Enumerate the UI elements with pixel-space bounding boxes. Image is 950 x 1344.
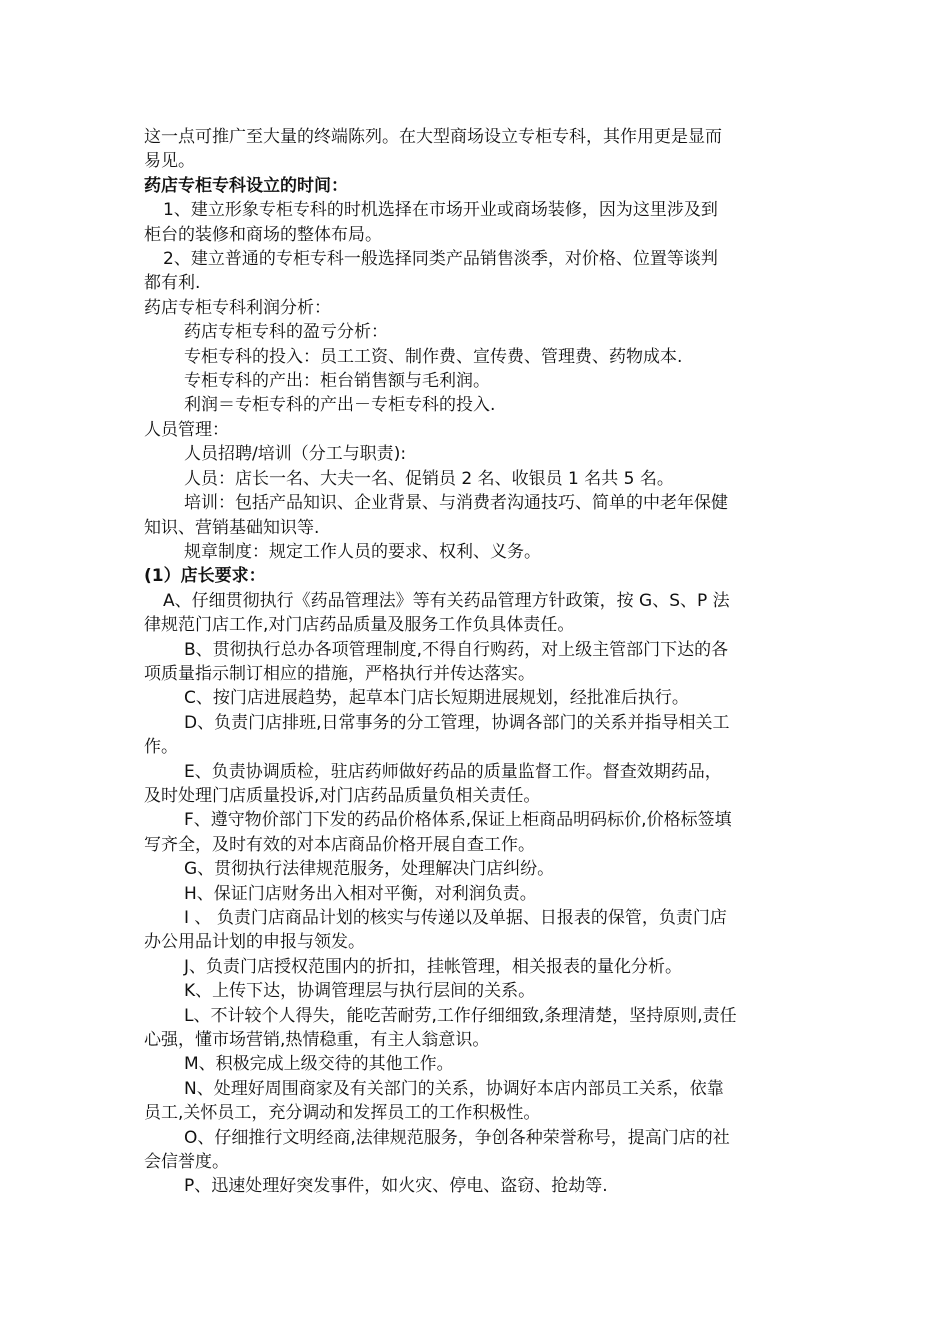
staff-rules: 规章制度：规定工作人员的要求、权利、义务。 bbox=[184, 541, 541, 562]
timing-item-1: 1、建立形象专柜专科的时机选择在市场开业或商场装修，因为这里涉及到 bbox=[163, 200, 718, 221]
requirement-n-cont: 员工,关怀员工，充分调动和发挥员工的工作积极性。 bbox=[144, 1103, 541, 1124]
timing-item-1-cont: 柜台的装修和商场的整体布局。 bbox=[144, 224, 382, 245]
intro-line: 这一点可推广至大量的终端陈列。在大型商场设立专柜专科，其作用更是显而 bbox=[144, 127, 722, 147]
requirement-c: C、按门店进展趋势，起草本门店长短期进展规划，经批准后执行。 bbox=[184, 688, 689, 709]
profit-line: 专柜专科的投入：员工工资、制作费、宣传费、管理费、药物成本. bbox=[184, 346, 683, 367]
timing-item-2: 2、建立普通的专柜专科一般选择同类产品销售淡季，对价格、位置等谈判 bbox=[163, 249, 718, 270]
document-page bbox=[144, 125, 806, 1199]
requirement-b-cont: 项质量指示制订相应的措施，严格执行并传达落实。 bbox=[144, 663, 535, 684]
timing-heading: 药店专柜专科设立的时间： bbox=[144, 175, 348, 196]
requirement-p: P、迅速处理好突发事件，如火灾、停电、盗窃、抢劫等. bbox=[184, 1176, 608, 1197]
staff-people: 人员：店长一名、大夫一名、促销员 2 名、收银员 1 名共 5 名。 bbox=[184, 468, 674, 489]
requirement-k: K、上传下达，协调管理层与执行层间的关系。 bbox=[184, 981, 536, 1002]
requirement-e: E、负责协调质检，驻店药师做好药品的质量监督工作。督查效期药品， bbox=[184, 761, 722, 782]
requirement-f-cont: 写齐全，及时有效的对本店商品价格开展自查工作。 bbox=[144, 834, 535, 855]
staff-training: 培训：包括产品知识、企业背景、与消费者沟通技巧、简单的中老年保健 bbox=[184, 493, 728, 514]
intro-line: 易见。 bbox=[144, 151, 195, 172]
requirement-o-cont: 会信誉度。 bbox=[144, 1152, 229, 1173]
staff-heading: 人员管理： bbox=[144, 419, 229, 440]
requirement-f: F、遵守物价部门下发的药品价格体系,保证上柜商品明码标价,价格标签填 bbox=[184, 810, 732, 831]
requirement-l-cont: 心强，懂市场营销,热情稳重，有主人翁意识。 bbox=[144, 1030, 490, 1051]
timing-item-2-cont: 都有利. bbox=[144, 273, 201, 294]
requirement-j: J、负责门店授权范围内的折扣，挂帐管理，相关报表的量化分析。 bbox=[184, 956, 683, 977]
requirement-d-cont: 作。 bbox=[144, 737, 178, 758]
requirement-m: M、积极完成上级交待的其他工作。 bbox=[184, 1054, 454, 1075]
profit-line: 药店专柜专科的盈亏分析： bbox=[184, 322, 388, 343]
requirement-n: N、处理好周围商家及有关部门的关系，协调好本店内部员工关系，依靠 bbox=[184, 1078, 724, 1099]
requirement-a-cont: 律规范门店工作,对门店药品质量及服务工作负具体责任。 bbox=[144, 615, 575, 636]
requirement-a: A、仔细贯彻执行《药品管理法》等有关药品管理方针政策，按 G、S、P 法 bbox=[163, 590, 730, 611]
requirement-g: G、贯彻执行法律规范服务，处理解决门店纠纷。 bbox=[184, 859, 555, 880]
requirement-d: D、负责门店排班,日常事务的分工管理，协调各部门的关系并指导相关工 bbox=[184, 712, 730, 733]
requirement-o: O、仔细推行文明经商,法律规范服务，争创各种荣誉称号，提高门店的社 bbox=[184, 1127, 730, 1148]
requirement-i: I 、 负责门店商品计划的核实与传递以及单据、日报表的保管，负责门店 bbox=[184, 908, 727, 928]
requirement-e-cont: 及时处理门店质量投诉,对门店药品质量负相关责任。 bbox=[144, 785, 541, 806]
profit-line: 利润＝专柜专科的产出－专柜专科的投入. bbox=[184, 395, 496, 416]
requirement-h: H、保证门店财务出入相对平衡，对利润负责。 bbox=[184, 883, 537, 904]
requirement-i-cont: 办公用品计划的申报与领发。 bbox=[144, 932, 365, 953]
requirement-l: L、不计较个人得失，能吃苦耐劳,工作仔细细致,条理清楚，坚持原则,责任 bbox=[184, 1005, 737, 1026]
staff-recruit: 人员招聘/培训（分工与职责): bbox=[184, 444, 407, 465]
manager-heading: (1）店长要求： bbox=[144, 566, 266, 587]
profit-line: 专柜专科的产出：柜台销售额与毛利润。 bbox=[184, 371, 490, 392]
staff-training-cont: 知识、营销基础知识等. bbox=[144, 517, 320, 538]
profit-heading: 药店专柜专科利润分析： bbox=[144, 297, 331, 318]
requirement-b: B、贯彻执行总办各项管理制度,不得自行购药，对上级主管部门下达的各 bbox=[184, 639, 729, 660]
